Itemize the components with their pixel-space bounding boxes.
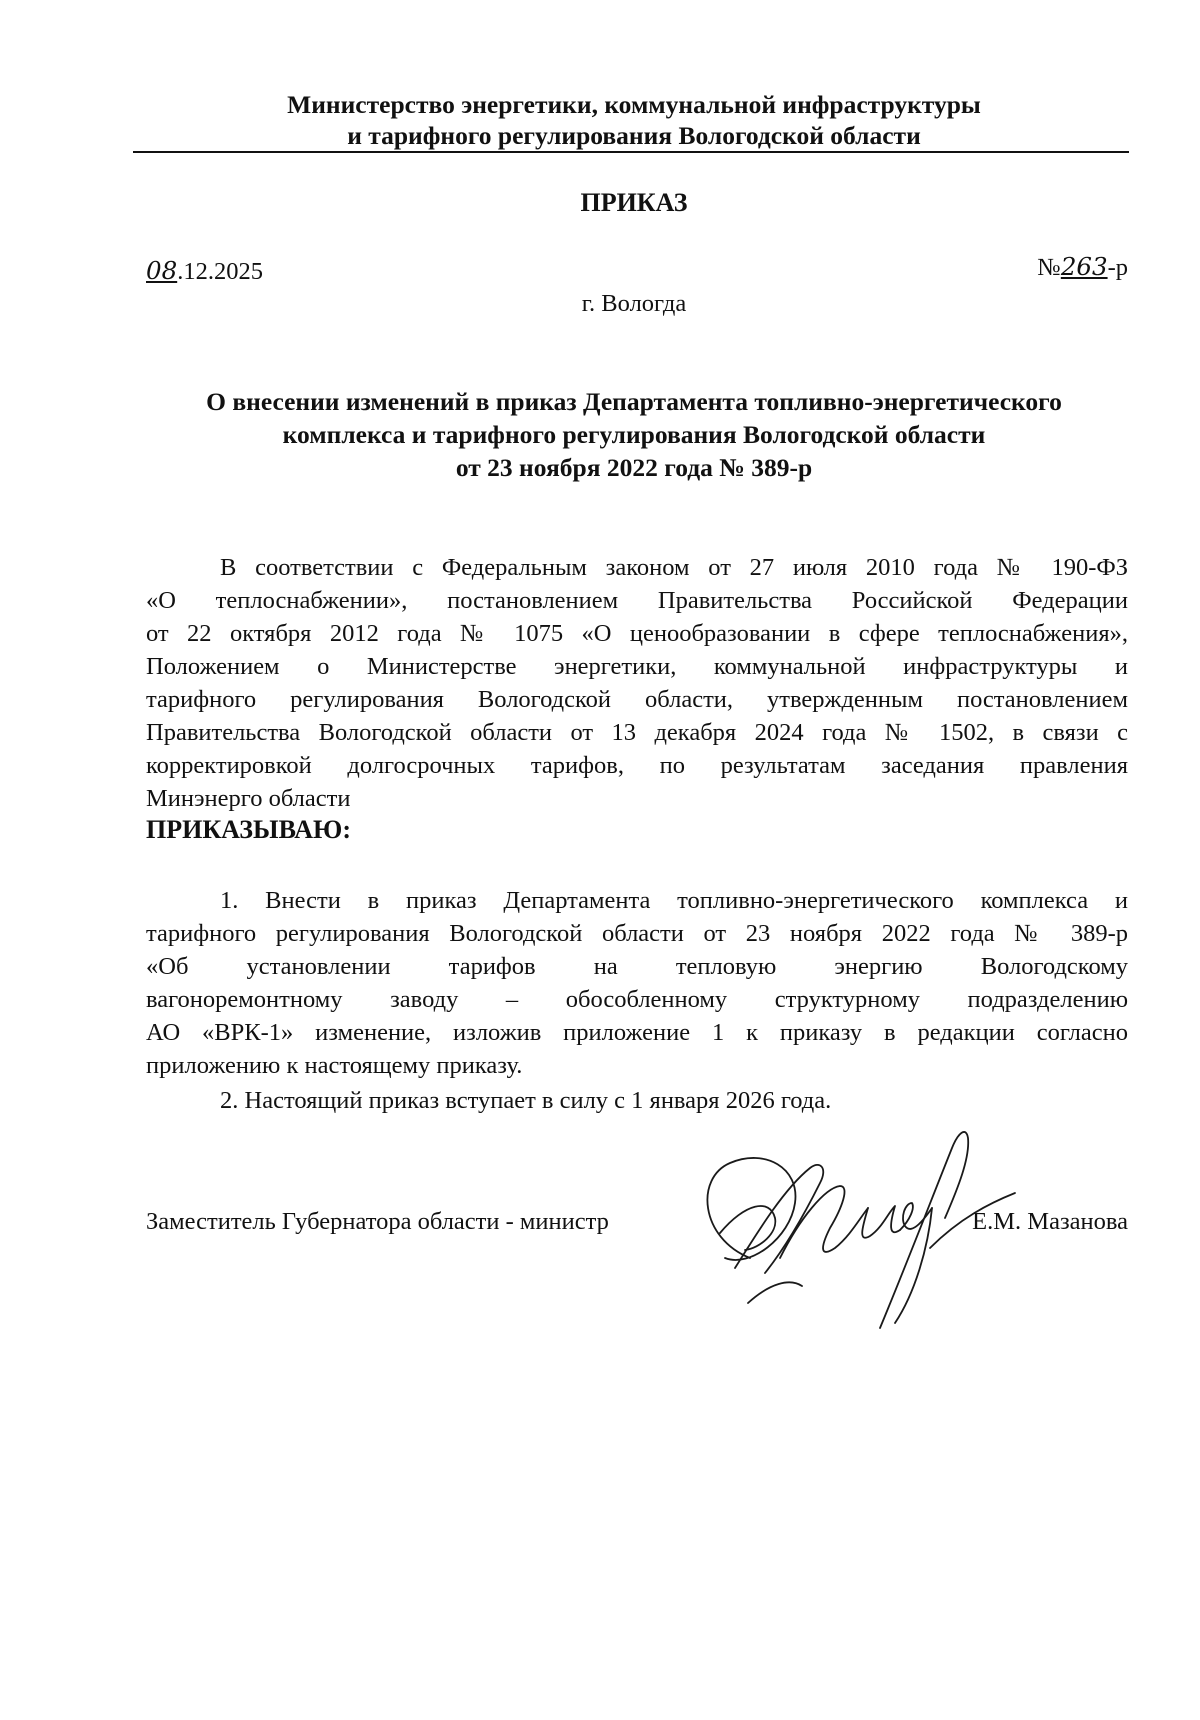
preamble-line: тарифного регулирования Вологодской области, утвержденным постановлением xyxy=(146,686,1128,713)
item-1-line: «Об установлении тарифов на тепловую энергию Вологодскому xyxy=(146,953,1128,980)
item-2: 2. Настоящий приказ вступает в силу с 1 января 2026 года. xyxy=(220,1087,832,1114)
subject-line-2: комплекса и тарифного регулирования Вологодской области xyxy=(282,420,986,449)
signatory-position: Заместитель Губернатора области - министр xyxy=(146,1208,609,1235)
item-1-line: приложению к настоящему приказу. xyxy=(146,1052,523,1079)
header-divider xyxy=(133,151,1129,153)
preamble-line: Минэнерго области xyxy=(146,785,351,812)
signatory-name: Е.М. Мазанова xyxy=(972,1208,1128,1235)
subject-line-1: О внесении изменений в приказ Департамента топливно-энергетического xyxy=(206,387,1062,416)
preamble-line: Правительства Вологодской области от 13 декабря 2024 года № 1502, в связи с xyxy=(146,719,1128,746)
order-number-value: 263 xyxy=(1060,252,1108,281)
item-1-line: 1. Внести в приказ Департамента топливно-энергетического комплекса и xyxy=(220,887,1128,914)
order-city: г. Вологда xyxy=(581,290,687,317)
order-number-sign: № xyxy=(1037,254,1061,281)
item-1-line: вагоноремонтному заводу – обособленному структурному подразделению xyxy=(146,986,1128,1013)
organization-name-line-2: и тарифного регулирования Вологодской области xyxy=(347,121,921,150)
preamble-line: «О теплоснабжении», постановлением Правительства Российской Федерации xyxy=(146,587,1128,614)
preamble-line: Положением о Министерстве энергетики, коммунальной инфраструктуры и xyxy=(146,653,1128,680)
subject-line-3: от 23 ноября 2022 года № 389-р xyxy=(455,453,813,482)
item-1-line: АО «ВРК-1» изменение, изложив приложение 1 к приказу в редакции согласно xyxy=(146,1019,1128,1046)
organization-name-line-1: Министерство энергетики, коммунальной инфраструктуры xyxy=(287,90,981,119)
order-number xyxy=(1037,252,1128,282)
order-number-suffix: -р xyxy=(1107,254,1128,281)
order-date xyxy=(146,256,263,286)
handwritten-signature xyxy=(690,1108,1020,1338)
preamble-line: от 22 октября 2012 года № 1075 «О ценообразовании в сфере теплоснабжения», xyxy=(146,620,1128,647)
document-title: ПРИКАЗ xyxy=(580,188,688,217)
item-1-line: тарифного регулирования Вологодской области от 23 ноября 2022 года № 389-р xyxy=(146,920,1128,947)
order-date-month-year: .12.2025 xyxy=(177,258,263,285)
preamble-line: В соответствии с Федеральным законом от 27 июля 2010 года № 190-ФЗ xyxy=(220,554,1128,581)
decree-word: ПРИКАЗЫВАЮ: xyxy=(146,815,351,844)
order-date-day: 08 xyxy=(146,256,178,285)
preamble-line: корректировкой долгосрочных тарифов, по результатам заседания правления xyxy=(146,752,1128,779)
